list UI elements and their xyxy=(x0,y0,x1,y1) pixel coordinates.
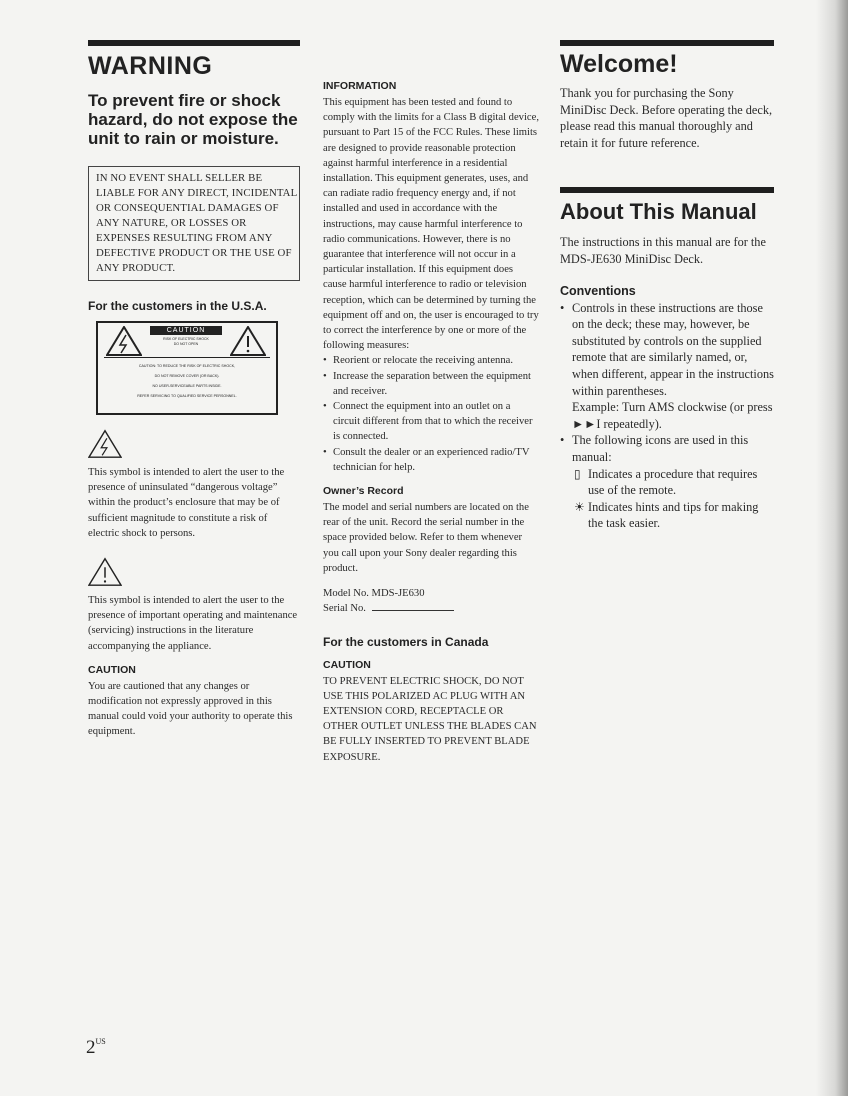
list-item xyxy=(560,432,774,532)
canada-caution-text: TO PREVENT ELECTRIC SHOCK, DO NOT USE THIS POLARIZED AC PLUG WITH AN EXTENSION CORD, RECEPTACLE OR OTHER OUTLET UNLESS THE BLADES CAN BE FULLY INSERTED TO PREVENT BLADE EXPOSURE. xyxy=(323,675,537,763)
page-number xyxy=(86,1037,106,1059)
column-warning xyxy=(88,40,300,740)
column-information xyxy=(323,80,539,765)
caution-label xyxy=(96,321,278,415)
caution-fine-text: CAUTION: TO REDUCE THE RISK OF ELECTRIC SHOCK, xyxy=(138,364,236,368)
about-title: About This Manual xyxy=(560,199,757,225)
lightning-warning-icon xyxy=(106,326,142,356)
serial-number-blank xyxy=(372,602,454,611)
remote-control-icon: ▯ xyxy=(574,466,581,481)
list-item: • Consult the dealer or an experienced radio/TV technician for help. xyxy=(323,445,539,475)
caution-do-not-open-text: DO NOT OPEN xyxy=(173,342,199,346)
list-item xyxy=(560,300,774,433)
caution-heading: CAUTION xyxy=(88,663,136,676)
remote-icon-row xyxy=(572,466,774,499)
caution-banner: CAUTION xyxy=(150,326,222,335)
information-text: This equipment has been tested and found to comply with the limits for a Class B digital device, pursuant to Part 15 of the FCC Rules. These limits are designed to provide reasonable protection against harmful interference in a residential installation. This equipment generates, uses, and can radiate radio frequency energy and, if not installed and used in accordance with the instructions, may cause harmful interference to radio communications. However, there is no guarantee that interference will not occur in a particular installation. If this equipment does cause harmful interference to radio or television reception, which can be determined by turning the equipment off and on, the user is encouraged to try to correct the interference by one or more of the following measures: xyxy=(323,97,539,352)
model-number: Model No. MDS-JE630 xyxy=(323,588,425,600)
list-item: • Increase the separation between the equipment and receiver. xyxy=(323,369,539,399)
section-rule xyxy=(560,40,774,46)
hint-icon-row xyxy=(572,499,774,532)
usa-heading: For the customers in the U.S.A. xyxy=(88,299,267,313)
lightbulb-hint-icon: ☀ xyxy=(574,499,585,514)
exclamation-symbol-icon xyxy=(88,557,122,587)
warning-subtitle: To prevent fire or shock hazard, do not expose the unit to rain or moisture. xyxy=(88,91,298,148)
owners-record-text: The model and serial numbers are located on the rear of the unit. Record the serial number in the space provided below. Refer to them whenever you call upon your Sony dealer regarding this product. xyxy=(323,502,529,574)
caution-fine-text: NO USER-SERVICEABLE PARTS INSIDE. xyxy=(152,384,222,388)
serial-number-row xyxy=(323,601,539,616)
disclaimer-box: IN NO EVENT SHALL SELLER BE LIABLE FOR ANY DIRECT, INCIDENTAL OR CONSEQUENTIAL DAMAGES OF ANY NATURE, OR LOSSES OR EXPENSES RESULTING FROM ANY DEFECTIVE PRODUCT OR THE USE OF ANY PRODUCT. xyxy=(88,166,300,281)
serial-number-label: Serial No. xyxy=(323,603,366,615)
lightning-symbol-icon xyxy=(88,429,122,459)
symbol1-description: This symbol is intended to alert the user to the presence of uninsulated “dangerous voltage” within the product’s enclosure that may be of sufficient magnitude to constitute a risk of electric shock to persons. xyxy=(88,467,285,539)
measures-list xyxy=(323,353,539,475)
welcome-title: Welcome! xyxy=(560,50,678,78)
caution-text: You are cautioned that any changes or modification not expressly approved in this manual could void your authority to operate this equipment. xyxy=(88,680,293,738)
convention-1-text: • Controls in these instructions are those on the deck; these may, however, be substituted by controls on the supplied remote that are similarly named, or, when different, appear in the instructions within parentheses. xyxy=(572,300,774,398)
symbol2-description: This symbol is intended to alert the user to the presence of important operating and maintenance (servicing) instructions in the literature accompanying the appliance. xyxy=(88,595,298,652)
caution-divider xyxy=(104,357,270,358)
remote-icon-text: Indicates a procedure that requires use of the remote. xyxy=(588,466,758,498)
about-text: The instructions in this manual are for the MDS-JE630 MiniDisc Deck. xyxy=(560,235,766,266)
conventions-heading: Conventions xyxy=(560,283,636,298)
page-number-value: 2 xyxy=(86,1037,96,1058)
caution-fine-text: DO NOT REMOVE COVER (OR BACK). xyxy=(154,374,220,378)
section-rule xyxy=(88,40,300,46)
column-welcome xyxy=(560,40,774,532)
owners-record-heading: Owner’s Record xyxy=(323,485,404,498)
information-heading: INFORMATION xyxy=(323,80,397,92)
canada-heading: For the customers in Canada xyxy=(323,634,489,649)
hint-icon-text: Indicates hints and tips for making the task easier. xyxy=(588,499,759,531)
caution-risk-text: RISK OF ELECTRIC SHOCK xyxy=(163,337,209,341)
warning-title: WARNING xyxy=(88,52,213,80)
section-rule xyxy=(560,187,774,193)
welcome-text: Thank you for purchasing the Sony MiniDisc Deck. Before operating the deck, please read this manual thoroughly and retain it for future reference. xyxy=(560,86,773,150)
page-number-suffix: US xyxy=(95,1037,106,1046)
convention-example: Example: Turn AMS clockwise (or press ►►I repeatedly). xyxy=(572,400,773,431)
caution-fine-text: REFER SERVICING TO QUALIFIED SERVICE PERSONNEL. xyxy=(137,394,237,398)
page-edge xyxy=(816,0,848,1096)
list-item: • Connect the equipment into an outlet on a circuit different from that to which the receiver is connected. xyxy=(323,399,539,445)
conventions-list xyxy=(560,300,774,532)
list-item: • Reorient or relocate the receiving antenna. xyxy=(323,353,539,368)
convention-2-text: • The following icons are used in this manual: xyxy=(572,433,749,464)
canada-caution-heading: CAUTION xyxy=(323,658,371,671)
exclamation-warning-icon xyxy=(230,326,266,356)
